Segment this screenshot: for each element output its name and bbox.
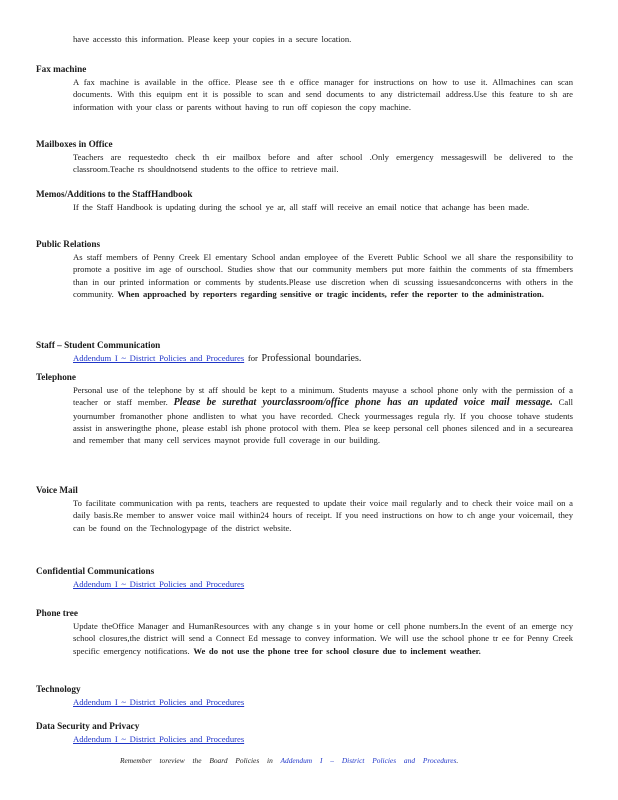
footer-period: . (456, 756, 459, 765)
fax-text: A fax machine is available in the office. Please see th e office manager for instructions on how to use it. Allmachines can scan documents. With this equipm ent it is possible to scan and send documents to any districtemail address.Use this feature to sh are information with your class or parents without having to run off copieson the copy machine. (73, 77, 573, 112)
technology-paragraph (73, 696, 573, 708)
public-relations-paragraph (73, 251, 573, 300)
phone-tree-bold-text: We do not use the phone tree for school closure due to inclement weather. (193, 645, 481, 656)
telephone-bold-italic-text: Please be surethat yourclassroom/office phone has an updated voice mail message. (173, 397, 553, 409)
memos-text: If the Staff Handbook is updating during the school ye ar, all staff will receive an email notice that achange has been made. (73, 202, 530, 212)
addendum-link-confidential[interactable]: Addendum I ~ District Policies and Procedures (73, 579, 245, 589)
footer-addendum-link[interactable]: Addendum I – District Policies and Procedures (280, 756, 457, 765)
addendum-link-staff-student[interactable]: Addendum I ~ District Policies and Procedures (73, 353, 245, 363)
heading-public-relations: Public Relations (36, 239, 101, 249)
footer-text: Remember toreview the Board Policies in (120, 756, 273, 765)
public-relations-text: As staff members of Penny Creek El ementary School andan employee of the Everett Public School we all share the responsibility to promote a positive im age of ourschool. Studies show that our community members put more faithin the comments of sta ffmembers than in our printed information or comments by students.Please use discretion when di scussing issuesandconcerns with others in the community. (73, 252, 573, 299)
memos-paragraph (73, 201, 573, 213)
addendum-link-technology[interactable]: Addendum I ~ District Policies and Procedures (73, 697, 245, 707)
voice-mail-text: To facilitate communication with pa rents, teachers are requested to update their voice mail regularly and to check their voice mail on a daily basis.Re member to answer voice mail within24 hours of receipt. If you need instructions on how to ch ange your voicemail, they can be found on the Technologypage of the district website. (73, 498, 573, 533)
heading-memos: Memos/Additions to the StaffHandbook (36, 189, 193, 199)
phone-tree-text: Update theOffice Manager and HumanResources with any change s in your home or cell phone numbers.In the event of an emerge ncy school closures,the district will send a Connect Ed message to convey information. We will use the school phone tr ee for Penny Creek specific emergency notifications. (73, 621, 573, 656)
footer-reminder (120, 756, 458, 765)
addendum-link-data-security[interactable]: Addendum I ~ District Policies and Procedures (73, 734, 245, 744)
mailboxes-text: Teachers are requestedto check th eir mailbox before and after school .Only emergency messageswill be delivered to the classroom.Teache rs shouldnotsend students to the office to retrieve mail. (73, 152, 573, 175)
heading-fax-machine: Fax machine (36, 64, 87, 74)
data-security-paragraph (73, 733, 573, 745)
heading-confidential: Confidential Communications (36, 566, 155, 576)
heading-phone-tree: Phone tree (36, 608, 78, 618)
confidential-paragraph (73, 578, 573, 590)
heading-telephone: Telephone (36, 372, 76, 382)
voice-mail-paragraph (73, 497, 573, 534)
heading-data-security: Data Security and Privacy (36, 721, 140, 731)
telephone-paragraph (73, 384, 573, 446)
telephone-text-start: Personal use of the telephone by st aff should be kept to a minimum. Students mayuse a school phone only with the permission of a teacher or staff member. (73, 385, 573, 408)
intro-paragraph (73, 33, 573, 45)
mailboxes-paragraph (73, 151, 573, 176)
telephone-text-end: Call yournumber fromanother phone andlisten to what you have recorded. Check yourmessages regula rly. If you choose tohave students assist in answeringthe phone, please establ ish phone protocol with them. Plea se keep personal cell phones silenced and in a securearea and remember that many cell services maynot provide full coverage in our building. (73, 397, 573, 446)
heading-mailboxes: Mailboxes in Office (36, 139, 113, 149)
heading-voice-mail: Voice Mail (36, 485, 78, 495)
fax-paragraph (73, 76, 573, 113)
public-relations-bold-text: When approached by reporters regarding sensitive or tragic incidents, refer the reporter to the administration. (117, 288, 544, 299)
heading-staff-student: Staff – Student Communication (36, 340, 161, 350)
phone-tree-paragraph (73, 620, 573, 657)
staff-student-text: for (247, 353, 258, 363)
heading-technology: Technology (36, 684, 81, 694)
staff-student-big-text: Professional boundaries. (261, 353, 362, 364)
intro-text: have accessto this information. Please keep your copies in a secure location. (73, 34, 352, 44)
staff-student-paragraph (73, 352, 573, 365)
